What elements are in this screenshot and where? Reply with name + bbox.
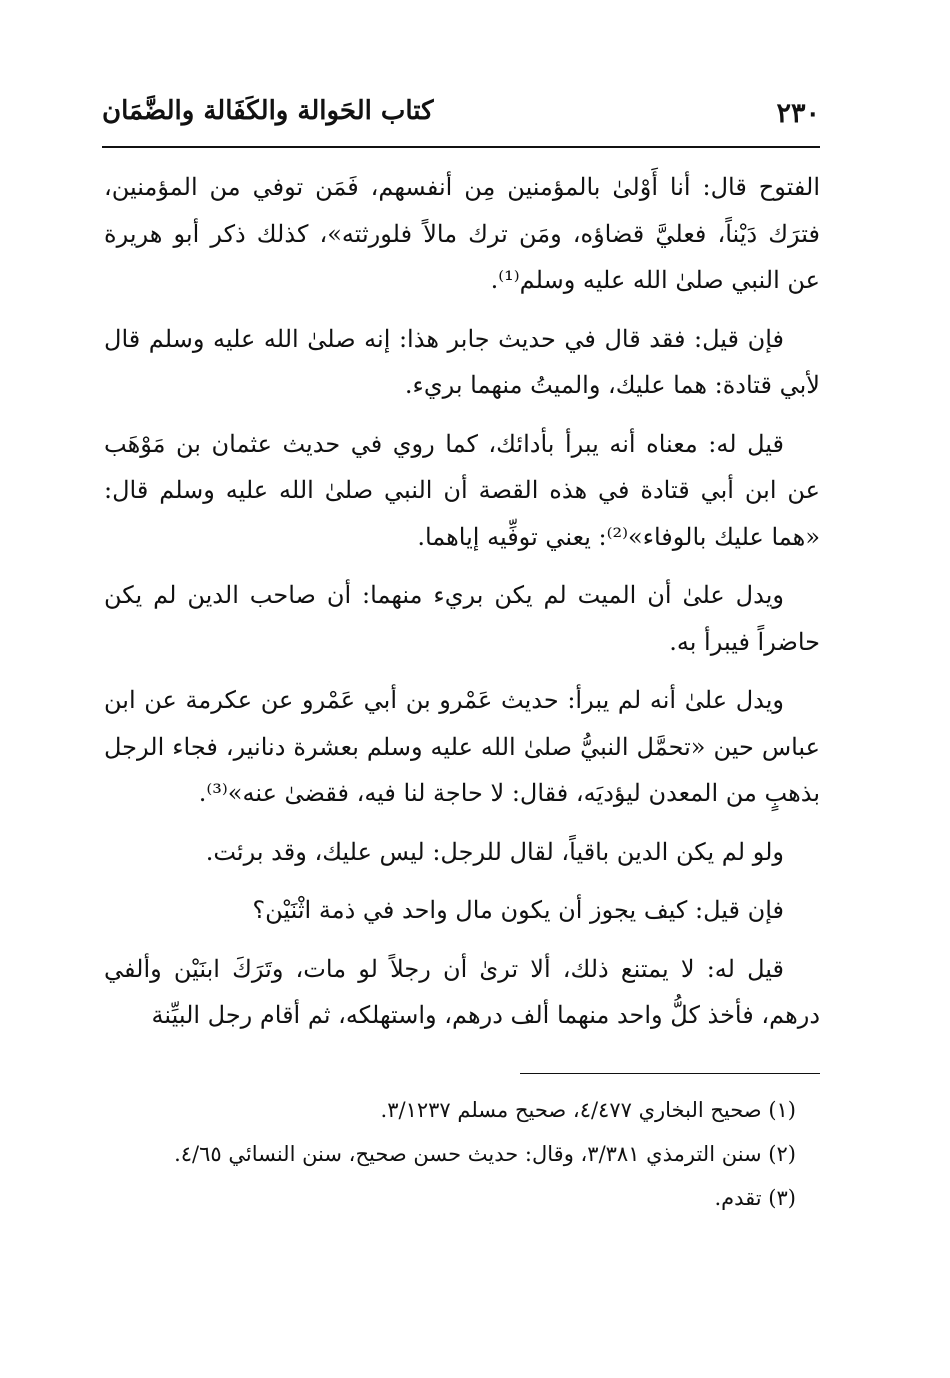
paragraph-continuation: الفتوح قال: أنا أَوْلىٰ بالمؤمنين مِن أنفسهم، فَمَن توفي من المؤمنين، فترَك دَيْناً، فعليَّ قضاؤه، ومَن ترك مالاً فلورثته»، كذلك ذكر أبو هريرة عن النبي صلىٰ الله عليه وسلم⁽¹⁾. (104, 173, 821, 294)
page-number: ٢٣٠ (776, 98, 820, 129)
footnote: (٢) سنن الترمذي ٣/٣٨١، وقال: حديث حسن صحيح، سنن النسائي ٤/٦٥. (174, 1142, 796, 1166)
header-divider (102, 146, 820, 148)
footnote-divider (520, 1073, 820, 1074)
footnote: (١) صحيح البخاري ٤/٤٧٧، صحيح مسلم ٣/١٢٣٧. (380, 1098, 796, 1122)
page-header (102, 90, 820, 142)
paragraph: فإن قيل: كيف يجوز أن يكون مال واحد في ذمة اثْنَيْن؟ (252, 896, 784, 924)
running-title: كتاب الحَوالة والكَفَالة والضَّمَان (102, 96, 434, 126)
paragraph: ويدل علىٰ أن الميت لم يكن بريء منهما: أن صاحب الدين لم يكن حاضراً فيبرأ به. (104, 581, 820, 656)
paragraph: قيل له: معناه أنه يبرأ بأدائك، كما روي في حديث عثمان بن مَوْهَب عن ابن أبي قتادة في هذه القصة أن النبي صلىٰ الله عليه وسلم قال: «هما عليك بالوفاء»⁽²⁾: يعني توفِّيه إياهما. (104, 429, 820, 551)
footnote: (٣) تقدم. (714, 1186, 796, 1210)
paragraph: قيل له: لا يمتنع ذلك، ألا ترىٰ أن رجلاً لو مات، وتَرَكَ ابنَيْن وألفي درهم، فأخذ كلُّ واحد منهما ألف درهم، واستهلكه، ثم أقام رجل البيِّنة (104, 954, 820, 1029)
paragraph: ولو لم يكن الدين باقياً، لقال للرجل: ليس عليك، وقد برئت. (205, 837, 784, 866)
paragraph: ويدل علىٰ أنه لم يبرأ: حديث عَمْرو بن أبي عَمْرو عن عكرمة عن ابن عباس حين «تحمَّل النبيُّ صلىٰ الله عليه وسلم بعشرة دنانير، فجاء الرجل بذهبٍ من المعدن ليؤديَه، فقال: لا حاجة لنا فيه، فقضىٰ عنه»⁽³⁾. (104, 686, 820, 807)
main-text (104, 164, 820, 1051)
paragraph: فإن قيل: فقد قال في حديث جابر هذا: إنه صلىٰ الله عليه وسلم قال لأبي قتادة: هما عليك، والميتُ منهما بريء. (104, 324, 820, 399)
footnotes (104, 1088, 820, 1220)
